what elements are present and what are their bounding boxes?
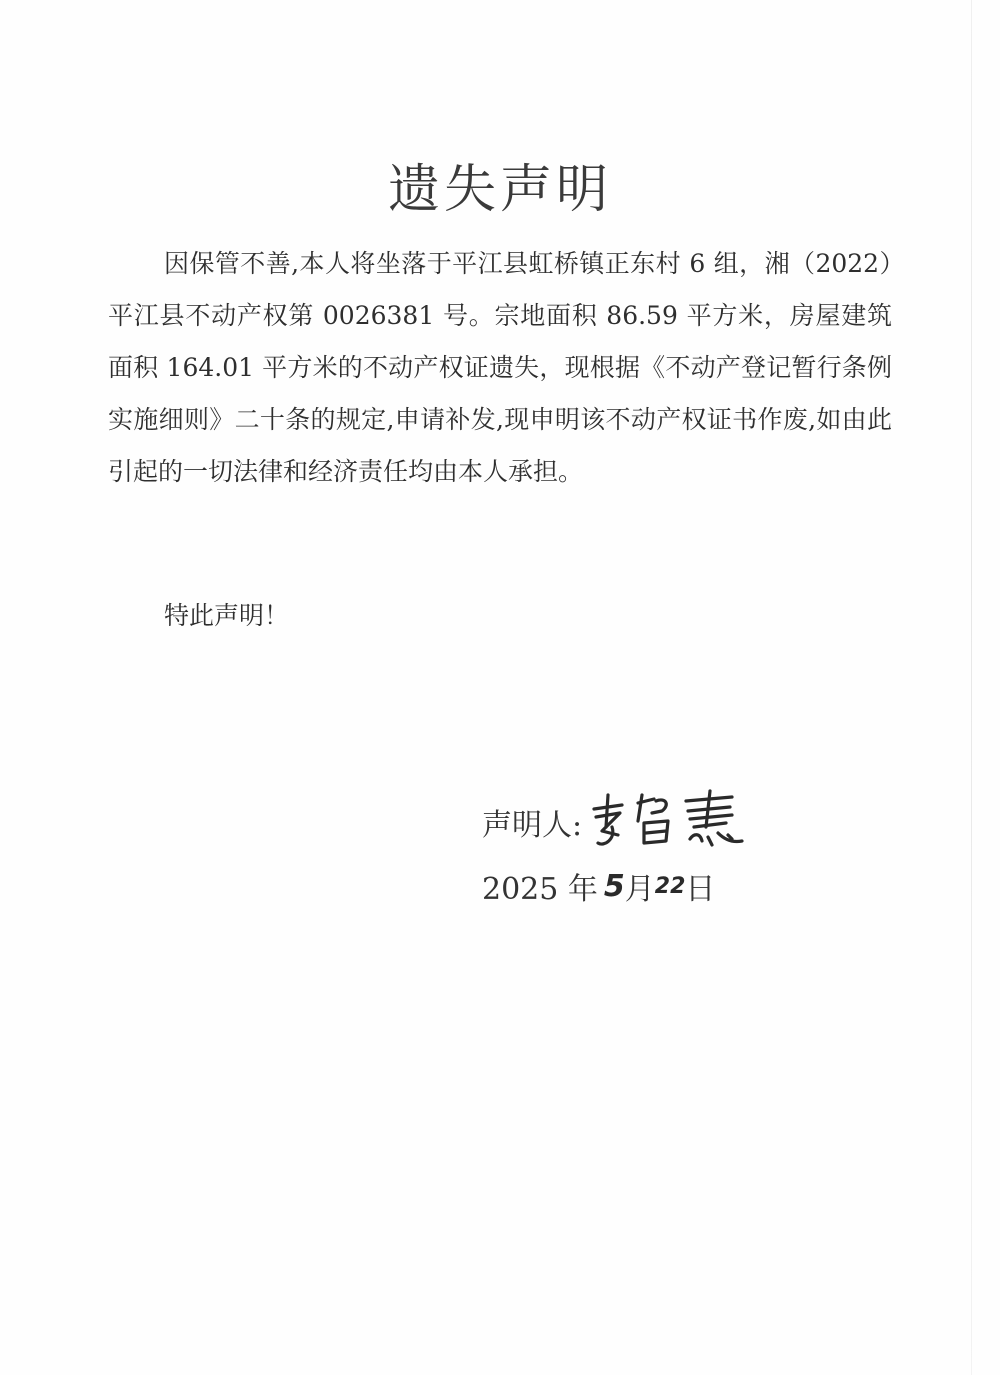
declarant-row bbox=[482, 790, 842, 854]
date-day-suffix: 日 bbox=[685, 872, 716, 907]
closing-line: 特此声明！ bbox=[164, 601, 290, 630]
date-month-suffix: 月 bbox=[624, 872, 655, 907]
declarant-label: 声明人: bbox=[482, 808, 583, 843]
date-month-handwritten: 5 bbox=[603, 868, 625, 904]
handwritten-signature bbox=[582, 787, 772, 857]
statement-paragraph: 因保管不善,本人将坐落于平江县虹桥镇正东村 6 组，湘（2022）平江县不动产权第 0026381 号。宗地面积 86.59 平方米，房屋建筑面积 164.01 平方米的不动产权证遗失，现根据《不动产登记暂行条例实施细则》二十条的规定,申请补发,现申明该不动产权证书作废,如由此引起的一切法律和经济责任均由本人承担。 bbox=[108, 249, 892, 486]
date-year: 2025 年 bbox=[482, 872, 598, 907]
statement-body bbox=[108, 238, 892, 498]
date-row bbox=[482, 854, 842, 918]
date-day-handwritten: 22 bbox=[654, 873, 686, 899]
document-title: 遗失声明 bbox=[387, 159, 612, 220]
signature-block bbox=[482, 790, 842, 918]
